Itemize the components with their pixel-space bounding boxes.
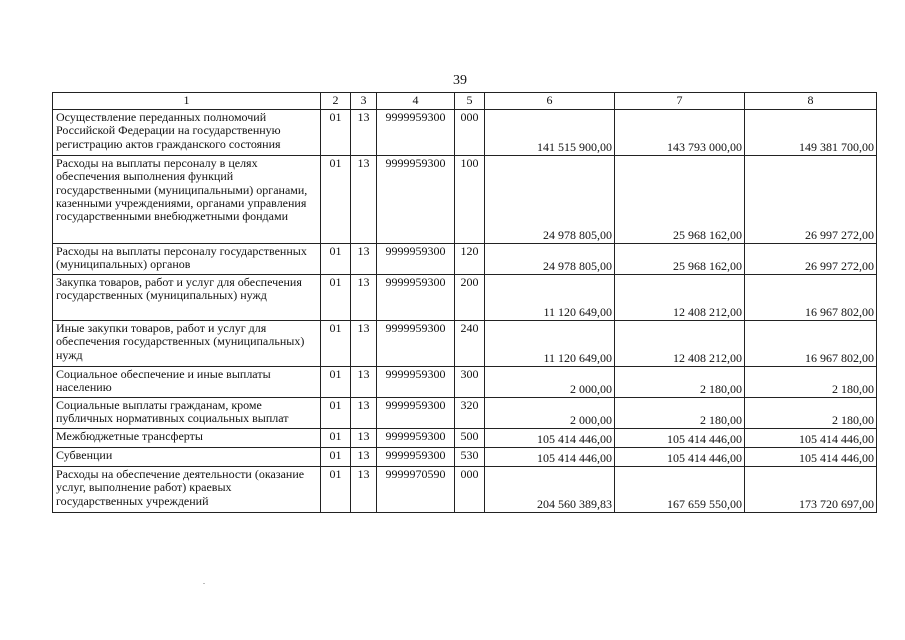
amount-cell-6: 141 515 900,00: [485, 110, 615, 156]
amount-cell-6: 24 978 805,00: [485, 156, 615, 244]
table-row: [53, 321, 877, 367]
table-row: [53, 156, 877, 244]
column-header: 2: [321, 93, 351, 110]
amount-cell-7: 2 180,00: [615, 398, 745, 429]
amount-cell-8: 26 997 272,00: [745, 244, 877, 275]
table-row: [53, 429, 877, 448]
expense-name-cell: Закупка товаров, работ и услуг для обеспечения государственных (муниципальных) нужд: [53, 275, 321, 321]
section-code-cell: 01: [321, 367, 351, 398]
amount-cell-8: 105 414 446,00: [745, 448, 877, 467]
expense-name-cell: Иные закупки товаров, работ и услуг для обеспечения государственных (муниципальных) нужд: [53, 321, 321, 367]
amount-cell-8: 2 180,00: [745, 367, 877, 398]
amount-cell-6: 204 560 389,83: [485, 467, 615, 513]
amount-cell-8: 2 180,00: [745, 398, 877, 429]
expense-name-cell: Расходы на выплаты персоналу государственных (муниципальных) органов: [53, 244, 321, 275]
expense-name-cell: Межбюджетные трансферты: [53, 429, 321, 448]
page-number: 39: [453, 73, 467, 88]
amount-cell-8: 105 414 446,00: [745, 429, 877, 448]
amount-cell-7: 2 180,00: [615, 367, 745, 398]
budget-table: [52, 92, 877, 513]
amount-cell-6: 11 120 649,00: [485, 275, 615, 321]
amount-cell-6: 105 414 446,00: [485, 429, 615, 448]
column-header: 7: [615, 93, 745, 110]
target-item-cell: 9999959300: [377, 429, 455, 448]
column-header: 3: [351, 93, 377, 110]
table-row: [53, 467, 877, 513]
expense-type-cell: 320: [455, 398, 485, 429]
column-header: 5: [455, 93, 485, 110]
expense-type-cell: 200: [455, 275, 485, 321]
subsection-code-cell: 13: [351, 448, 377, 467]
target-item-cell: 9999959300: [377, 244, 455, 275]
table-row: [53, 275, 877, 321]
table-row: [53, 398, 877, 429]
target-item-cell: 9999959300: [377, 156, 455, 244]
subsection-code-cell: 13: [351, 398, 377, 429]
amount-cell-7: 105 414 446,00: [615, 448, 745, 467]
expense-name-cell: Социальные выплаты гражданам, кроме публичных нормативных социальных выплат: [53, 398, 321, 429]
target-item-cell: 9999959300: [377, 398, 455, 429]
expense-type-cell: 100: [455, 156, 485, 244]
section-code-cell: 01: [321, 110, 351, 156]
section-code-cell: 01: [321, 244, 351, 275]
amount-cell-7: 12 408 212,00: [615, 275, 745, 321]
table-row: [53, 110, 877, 156]
section-code-cell: 01: [321, 398, 351, 429]
subsection-code-cell: 13: [351, 429, 377, 448]
subsection-code-cell: 13: [351, 275, 377, 321]
column-header: 8: [745, 93, 877, 110]
expense-name-cell: Расходы на выплаты персоналу в целях обеспечения выполнения функций государственными (муниципальными) органами, казенными учреждениями, органами управления государственными внебюджетными фондами: [53, 156, 321, 244]
expense-type-cell: 500: [455, 429, 485, 448]
expense-type-cell: 240: [455, 321, 485, 367]
target-item-cell: 9999959300: [377, 275, 455, 321]
expense-type-cell: 000: [455, 467, 485, 513]
section-code-cell: 01: [321, 321, 351, 367]
table-row: [53, 244, 877, 275]
table-row: [53, 367, 877, 398]
amount-cell-6: 11 120 649,00: [485, 321, 615, 367]
expense-name-cell: Социальное обеспечение и иные выплаты населению: [53, 367, 321, 398]
target-item-cell: 9999970590: [377, 467, 455, 513]
header-row: [53, 93, 877, 110]
amount-cell-7: 12 408 212,00: [615, 321, 745, 367]
amount-cell-8: 16 967 802,00: [745, 321, 877, 367]
target-item-cell: 9999959300: [377, 321, 455, 367]
amount-cell-6: 24 978 805,00: [485, 244, 615, 275]
subsection-code-cell: 13: [351, 110, 377, 156]
amount-cell-7: 25 968 162,00: [615, 156, 745, 244]
amount-cell-6: 2 000,00: [485, 367, 615, 398]
amount-cell-8: 149 381 700,00: [745, 110, 877, 156]
table-row: [53, 448, 877, 467]
expense-name-cell: Расходы на обеспечение деятельности (оказание услуг, выполнение работ) краевых государственных учреждений: [53, 467, 321, 513]
column-header: 6: [485, 93, 615, 110]
expense-type-cell: 300: [455, 367, 485, 398]
amount-cell-7: 25 968 162,00: [615, 244, 745, 275]
subsection-code-cell: 13: [351, 156, 377, 244]
scan-speck: [203, 583, 205, 584]
amount-cell-7: 143 793 000,00: [615, 110, 745, 156]
target-item-cell: 9999959300: [377, 367, 455, 398]
amount-cell-6: 105 414 446,00: [485, 448, 615, 467]
section-code-cell: 01: [321, 467, 351, 513]
amount-cell-7: 105 414 446,00: [615, 429, 745, 448]
amount-cell-7: 167 659 550,00: [615, 467, 745, 513]
expense-type-cell: 530: [455, 448, 485, 467]
expense-type-cell: 000: [455, 110, 485, 156]
target-item-cell: 9999959300: [377, 110, 455, 156]
expense-name-cell: Субвенции: [53, 448, 321, 467]
section-code-cell: 01: [321, 429, 351, 448]
amount-cell-8: 173 720 697,00: [745, 467, 877, 513]
subsection-code-cell: 13: [351, 321, 377, 367]
target-item-cell: 9999959300: [377, 448, 455, 467]
amount-cell-8: 16 967 802,00: [745, 275, 877, 321]
amount-cell-6: 2 000,00: [485, 398, 615, 429]
section-code-cell: 01: [321, 448, 351, 467]
subsection-code-cell: 13: [351, 367, 377, 398]
expense-name-cell: Осуществление переданных полномочий Российской Федерации на государственную регистрацию актов гражданского состояния: [53, 110, 321, 156]
section-code-cell: 01: [321, 156, 351, 244]
subsection-code-cell: 13: [351, 467, 377, 513]
amount-cell-8: 26 997 272,00: [745, 156, 877, 244]
section-code-cell: 01: [321, 275, 351, 321]
column-header: 1: [53, 93, 321, 110]
column-header: 4: [377, 93, 455, 110]
expense-type-cell: 120: [455, 244, 485, 275]
subsection-code-cell: 13: [351, 244, 377, 275]
